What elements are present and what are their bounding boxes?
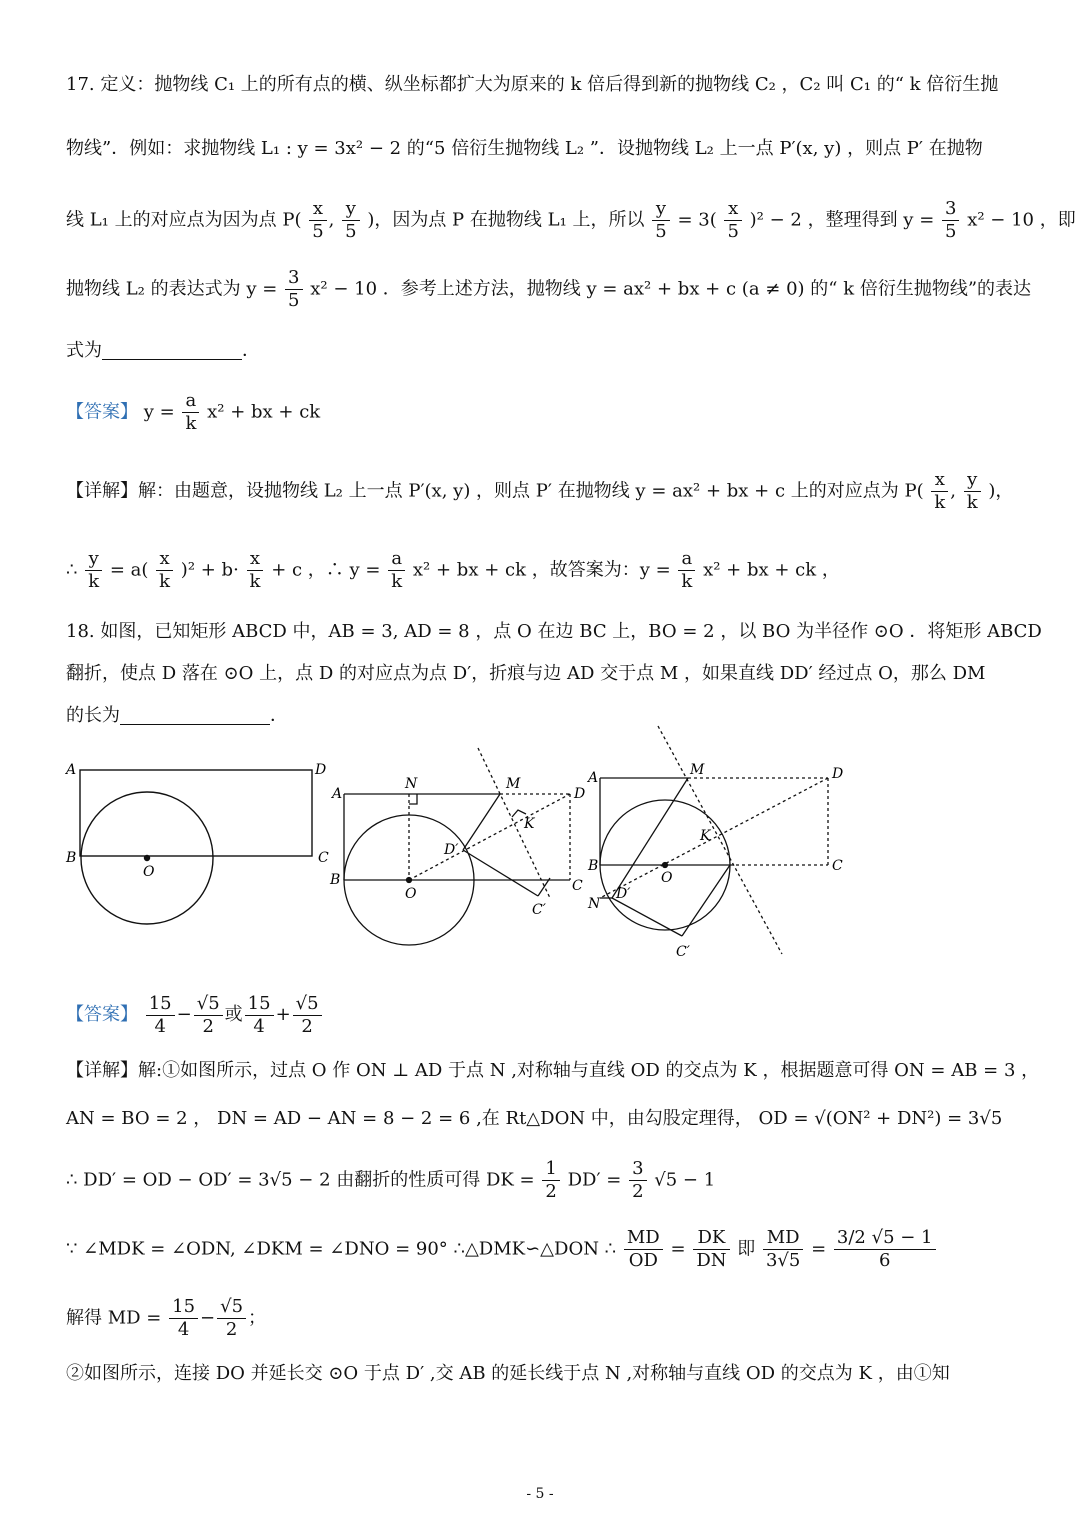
q18-answer: 【答案】 $\frac{15}{4}$ − $\frac{√5}{2}$ 或 $\frac{15}{4}$ + $\frac{√5}{2}$	[66, 990, 1026, 1040]
fraction-y-over-k: $\frac{y}{k}$	[964, 469, 981, 514]
q18-detail-2: AN = BO = 2 ， DN = AD − AN = 8 − 2 = 6 ,在 Rt△DON 中，由勾股定理得， OD = √(ON² + DN²) = 3√5	[66, 1108, 1003, 1129]
label-a2: A	[332, 786, 343, 802]
fraction-x-over-k: $\frac{x}{k}$	[931, 469, 948, 514]
q18-line2: 翻折，使点 D 落在 ⊙O 上，点 D 的对应点为点 D′，折痕与边 AD 交于点 M ，如果直线 DD′ 经过点 O，那么 DM	[66, 663, 986, 684]
fraction-x-over-k-c: $\frac{x}{k}$	[247, 548, 264, 593]
q18-solution	[66, 990, 1040, 1389]
q17-line4: 抛物线 L₂ 的表达式为 y = $\frac{3}{5}$ x² − 10 ．参考上述方法，抛物线 y = ax² + bx + c (a ≠ 0) 的“ k 倍衍生抛物线”的表达	[66, 267, 1032, 311]
geometry-figures	[60, 722, 844, 972]
q17-detail-line2: ∴ $\frac{y}{k}$ = a( $\frac{x}{k}$ )² + b· $\frac{x}{k}$ + c ，∴ y = $\frac{a}{k}$ x² + bx + ck ，故答案为：y = $\frac{a}{k}$ x² + bx + ck ，	[66, 548, 840, 592]
answer-tag-18: 【答案】	[66, 1004, 138, 1025]
label-b2: B	[330, 872, 341, 888]
label-a1: A	[66, 762, 77, 778]
label-n3: N	[588, 896, 601, 912]
fraction-x-over-5: $\frac{x}{5}$	[309, 198, 326, 243]
label-c2: C	[572, 878, 583, 894]
fraction-a-over-k-c: $\frac{a}{k}$	[678, 548, 695, 593]
label-d1: D	[315, 762, 327, 778]
label-c1: C	[318, 850, 329, 866]
page-number: - 5 -	[526, 1486, 554, 1502]
label-m3: M	[690, 762, 705, 778]
fraction-x-over-k-b: $\frac{x}{k}$	[156, 548, 173, 593]
q17-line3: 线 L₁ 上的对应点为因为点 P( $\frac{x}{5}$ , $\frac{y}{5}$ )，因为点 P 在抛物线 L₁ 上，所以 $\frac{y}{5}$ = 3( $\frac{x}{5}$ )² − 2 ，整理得到 y = $\frac{3}{5}$ x² − 10 ，即	[66, 198, 1076, 242]
q18-line3: 的长为 ．	[66, 705, 288, 726]
label-dp3: D′	[616, 886, 631, 902]
label-o2: O	[405, 886, 417, 902]
fraction-x-over-5-b: $\frac{x}{5}$	[724, 198, 741, 243]
q17-line2: 物线”．例如：求抛物线 L₁ : y = 3x² − 2 的“5 倍衍生抛物线 L₂ ”．设抛物线 L₂ 上一点 P′(x, y) ，则点 P′ 在抛物	[66, 138, 983, 159]
label-k3: K	[700, 828, 711, 844]
label-d3: D	[832, 766, 844, 782]
q17-detail-line1: 【详解】解：由题意，设抛物线 L₂ 上一点 P′(x, y) ，则点 P′ 在抛物线 y = ax² + bx + c 上的对应点为 P( $\frac{x}{k}$ , $\frac{y}{k}$ )，	[66, 469, 1014, 513]
figure-3	[600, 726, 828, 954]
label-n2: N	[405, 776, 418, 792]
q18-detail-5: 解得 MD = $\frac{15}{4}$ − $\frac{√5}{2}$ ；	[66, 1296, 267, 1340]
label-cp2: C′	[532, 902, 546, 918]
label-o3: O	[661, 870, 673, 886]
q18-detail-6: ②如图所示，连接 DO 并延长交 ⊙O 于点 D′ ,交 AB 的延长线于点 N ,对称轴与直线 OD 的交点为 K ，由①知	[66, 1363, 950, 1384]
fraction-a-over-k-b: $\frac{a}{k}$	[388, 548, 405, 593]
center-o	[145, 856, 150, 861]
q18-line1: 18. 如图，已知矩形 ABCD 中，AB = 3, AD = 8 ，点 O 在边 BC 上，BO = 2 ，以 BO 为半径作 ⊙O ．将矩形 ABCD	[66, 621, 1042, 642]
q17-line5: 式为 ．	[66, 340, 260, 361]
label-k2: K	[524, 816, 535, 832]
fraction-a-over-k: $\frac{a}{k}$	[182, 390, 199, 435]
label-dp2: D′	[444, 842, 459, 858]
label-o1: O	[143, 864, 155, 880]
fraction-3-over-5-b: $\frac{3}{5}$	[285, 267, 302, 312]
q18-detail-3: ∴ DD′ = OD − OD′ = 3√5 − 2 由翻折的性质可得 DK = $\frac{1}{2}$ DD′ = $\frac{3}{2}$ √5 − 1	[66, 1158, 716, 1202]
label-cp3: C′	[676, 944, 690, 960]
q18-detail-1: 【详解】解:①如图所示，过点 O 作 ON ⊥ AD 于点 N ,对称轴与直线 OD 的交点为 K ，根据题意可得 ON = AB = 3 ，	[66, 1060, 1040, 1081]
q17-answer: 【答案】 y = $\frac{a}{k}$ x² + bx + ck	[66, 390, 321, 434]
answer-tag: 【答案】	[66, 401, 138, 423]
fraction-y-over-k-b: $\frac{y}{k}$	[85, 548, 102, 593]
fraction-3-over-5: $\frac{3}{5}$	[942, 198, 959, 243]
label-b3: B	[588, 858, 599, 874]
label-d2: D	[574, 786, 586, 802]
answer-blank	[102, 339, 242, 360]
label-b1: B	[66, 850, 77, 866]
q17-line1: 17. 定义：抛物线 C₁ 上的所有点的横、纵坐标都扩大为原来的 k 倍后得到新的抛物线 C₂ ，C₂ 叫 C₁ 的“ k 倍衍生抛	[66, 74, 999, 95]
label-a3: A	[588, 770, 599, 786]
figure-1	[80, 770, 312, 924]
fraction-y-over-5-b: $\frac{y}{5}$	[652, 198, 669, 243]
document-page	[66, 70, 1076, 731]
label-m2: M	[506, 776, 521, 792]
label-c3: C	[832, 858, 843, 874]
fraction-y-over-5: $\frac{y}{5}$	[342, 198, 359, 243]
q18-detail-4: ∵ ∠MDK = ∠ODN, ∠DKM = ∠DNO = 90° ∴△DMK∽△DON ∴ $\frac{MD}{OD}$ = $\frac{DK}{DN}$ 即 $\frac{MD}{3√5}$ = $\frac{3/2 √5 - 1}{6}$	[66, 1227, 1026, 1272]
